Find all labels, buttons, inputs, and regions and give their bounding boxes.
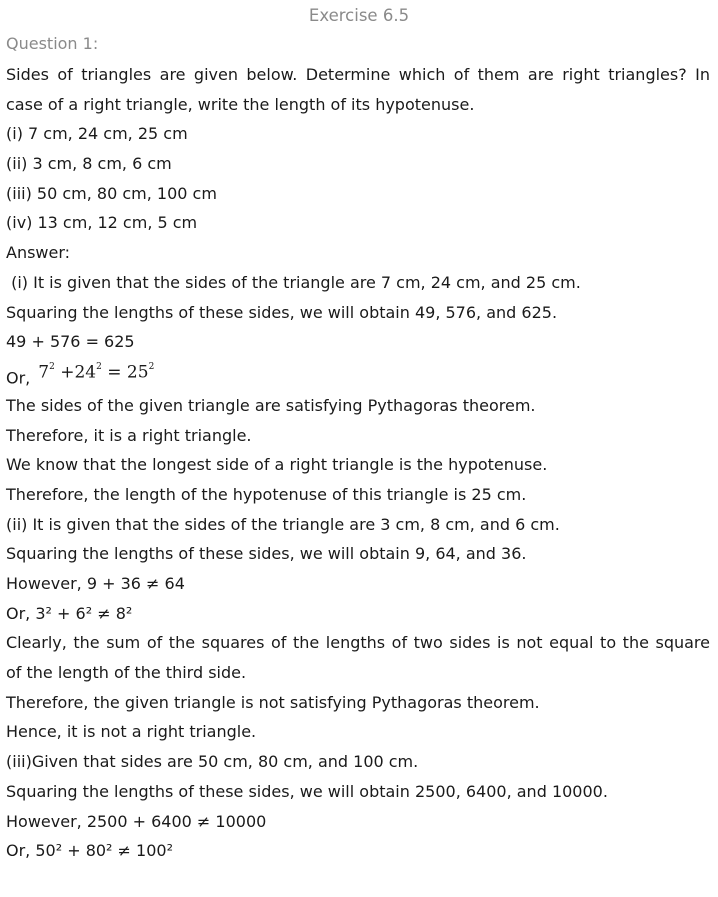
answer-line: (i) It is given that the sides of the triangle are 7 cm, 24 cm, and 25 cm. [6, 272, 581, 292]
answer-line: Squaring the lengths of these sides, we will obtain 9, 64, and 36. [6, 544, 527, 564]
question-option: (ii) 3 cm, 8 cm, 6 cm [6, 154, 172, 174]
equation-line [6, 360, 710, 394]
answer-line: However, 9 + 36 ≠ 64 [6, 574, 185, 593]
answer-line: of the length of the third side. [6, 663, 247, 683]
answer-line: We know that the longest side of a right triangle is the hypotenuse. [6, 455, 548, 475]
question-text-line: Sides of triangles are given below. Determine which of them are right triangles? In [6, 65, 710, 84]
document-body [6, 63, 710, 869]
answer-line: Or, 3² + 6² ≠ 8² [6, 603, 133, 623]
answer-line: Clearly, the sum of the squares of the lengths of two sides is not equal to the square [6, 633, 710, 653]
answer-line: (iii)Given that sides are 50 cm, 80 cm, and 100 cm. [6, 752, 419, 772]
question-label: Question 1: [6, 34, 99, 53]
answer-line: (ii) It is given that the sides of the triangle are 3 cm, 8 cm, and 6 cm. [6, 514, 560, 534]
answer-label: Answer: [6, 243, 71, 263]
question-option: (iv) 13 cm, 12 cm, 5 cm [6, 213, 198, 233]
answer-line: Squaring the lengths of these sides, we will obtain 49, 576, and 625. [6, 302, 558, 322]
question-option: (i) 7 cm, 24 cm, 25 cm [6, 124, 188, 144]
exercise-title: Exercise 6.5 [308, 6, 410, 25]
answer-line: However, 2500 + 6400 ≠ 10000 [6, 811, 267, 831]
question-text-line: case of a right triangle, write the length of its hypotenuse. [6, 94, 475, 114]
pythagoras-equation: $7^2 +24^2 = 25^2$ [38, 361, 155, 383]
answer-line: Squaring the lengths of these sides, we will obtain 2500, 6400, and 10000. [6, 781, 608, 801]
answer-line: The sides of the given triangle are satisfying Pythagoras theorem. [6, 395, 536, 415]
answer-line: 49 + 576 = 625 [6, 332, 135, 352]
question-option: (iii) 50 cm, 80 cm, 100 cm [6, 183, 217, 203]
or-label: Or, [6, 368, 31, 388]
answer-line: Therefore, the given triangle is not satisfying Pythagoras theorem. [6, 692, 540, 712]
answer-line: Therefore, it is a right triangle. [6, 425, 252, 445]
answer-line: Hence, it is not a right triangle. [6, 722, 257, 742]
answer-line: Or, 50² + 80² ≠ 100² [6, 841, 173, 861]
answer-line: Therefore, the length of the hypotenuse of this triangle is 25 cm. [6, 484, 527, 504]
